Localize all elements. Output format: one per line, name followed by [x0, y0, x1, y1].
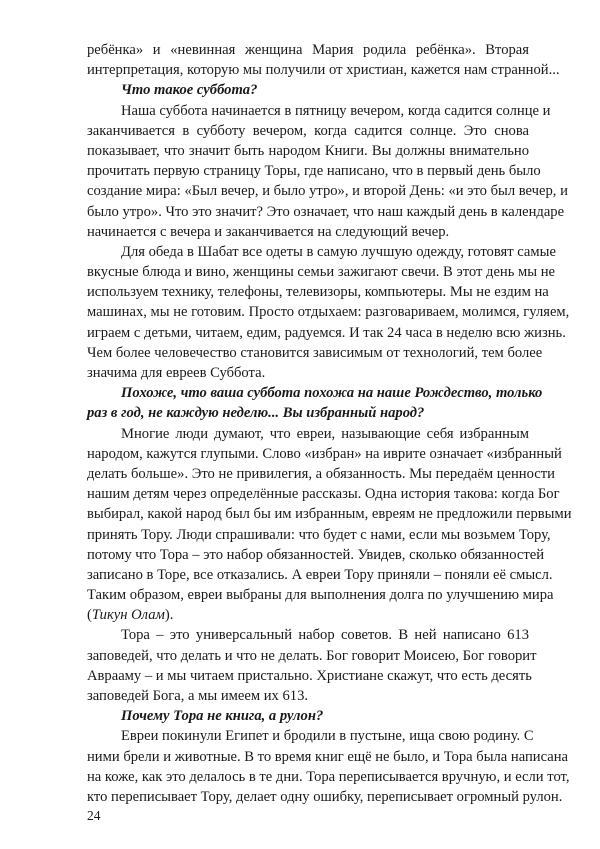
text-line: записано в Торе, все отказались. А евреи Тору приняли – поняли её смысл.	[87, 566, 553, 583]
text-line: заканчивается в субботу вечером, когда садится солнце. Это снова	[87, 122, 529, 139]
text-line: ребёнка» и «невинная женщина Мария родила ребёнка». Вторая	[87, 42, 529, 58]
text-line: начинается с вечера и заканчивается на следующий вечер.	[87, 223, 450, 240]
text-line: используем технику, телефоны, телевизоры, компьютеры. Мы не ездим на	[87, 284, 549, 301]
text-line: прочитать первую страницу Торы, где написано, что в первый день было	[87, 163, 541, 180]
text-line: машинах, мы не готовим. Просто отдыхаем: разговариваем, молимся, гуляем,	[87, 304, 570, 321]
section-heading-line: Похоже, что ваша суббота похожа на наше Рождество, только	[121, 385, 543, 402]
text-line: Таким образом, евреи выбраны для выполнения долга по улучшению мира	[87, 587, 554, 604]
text-line: Евреи покинули Египет и бродили в пустыне, ища свою родину. С	[121, 728, 534, 745]
text-line: делать больше». Это не привилегия, а обязанность. Мы передаём ценности	[87, 465, 555, 482]
document-body	[87, 40, 572, 807]
text-segment: ).	[164, 607, 174, 624]
text-line: Аврааму – и мы читаем пристально. Христиане скажут, что есть десять	[87, 667, 532, 684]
text-line: заповедей Бога, а мы имеем их 613.	[87, 688, 309, 704]
section-heading-line: Почему Тора не книга, а рулон?	[121, 708, 324, 725]
text-line: играем с детьми, читаем, едим, радуемся. И так 24 часа в неделю всю жизнь.	[87, 324, 566, 341]
text-line: Чем более человечество становится зависимым от технологий, тем более	[87, 344, 543, 361]
text-line: Для обеда в Шабат все одеты в самую лучшую одежду, готовят самые	[121, 243, 556, 260]
text-line	[87, 605, 529, 625]
text-segment: (	[87, 607, 92, 624]
text-line: кто переписывает Тору, делает одну ошибку, переписывает огромный рулон.	[87, 788, 563, 805]
text-line: Наша суббота начинается в пятницу вечером, когда садится солнце и	[121, 102, 551, 119]
text-line: на коже, как это делалось в те дни. Тора переписывается вручную, и если тот,	[87, 768, 570, 785]
text-line: народом, кажутся глупыми. Слово «избран» на иврите означает «избранный	[87, 445, 562, 462]
text-line: потому что Тора – это набор обязанностей. Увидев, сколько обязанностей	[87, 546, 545, 563]
text-line: вкусные блюда и вино, женщины семьи зажигают свечи. В этот день мы не	[87, 264, 556, 281]
text-line: было утро». Что это значит? Это означает, что наш каждый день в календаре	[87, 203, 565, 220]
text-line: показывает, что значит быть народом Книги. Вы должны внимательно	[87, 142, 529, 159]
text-line: значима для евреев Суббота.	[87, 365, 266, 381]
text-line: Многие люди думают, что евреи, называющие себя избранным	[121, 425, 529, 442]
text-line: создание мира: «Был вечер, и было утро», и второй День: «и это был вечер, и	[87, 183, 568, 200]
text-line: ними брели и животные. В то время книг ещё не было, и Тора была написана	[87, 748, 569, 765]
text-line: выбирал, какой народ был бы им избранным, евреям не предложили первыми	[87, 506, 572, 523]
italic-term: Тикун Олам	[91, 607, 165, 624]
section-heading-line: Что такое суббота?	[121, 82, 258, 99]
text-line: интерпретация, которую мы получили от христиан, кажется нам странной...	[87, 62, 560, 79]
page-number: 24	[87, 808, 101, 823]
section-heading-line: раз в год, не каждую неделю... Вы избранный народ?	[87, 405, 425, 422]
text-line: нашим детям через определённые рассказы. Одна история такова: когда Бог	[87, 486, 560, 503]
text-line: принять Тору. Люди спрашивали: что будет с нами, если мы возьмем Тору,	[87, 526, 551, 543]
text-line: заповедей, что делать и что не делать. Бог говорит Моисею, Бог говорит	[87, 647, 537, 664]
text-line: Тора – это универсальный набор советов. В ней написано 613	[121, 627, 529, 644]
